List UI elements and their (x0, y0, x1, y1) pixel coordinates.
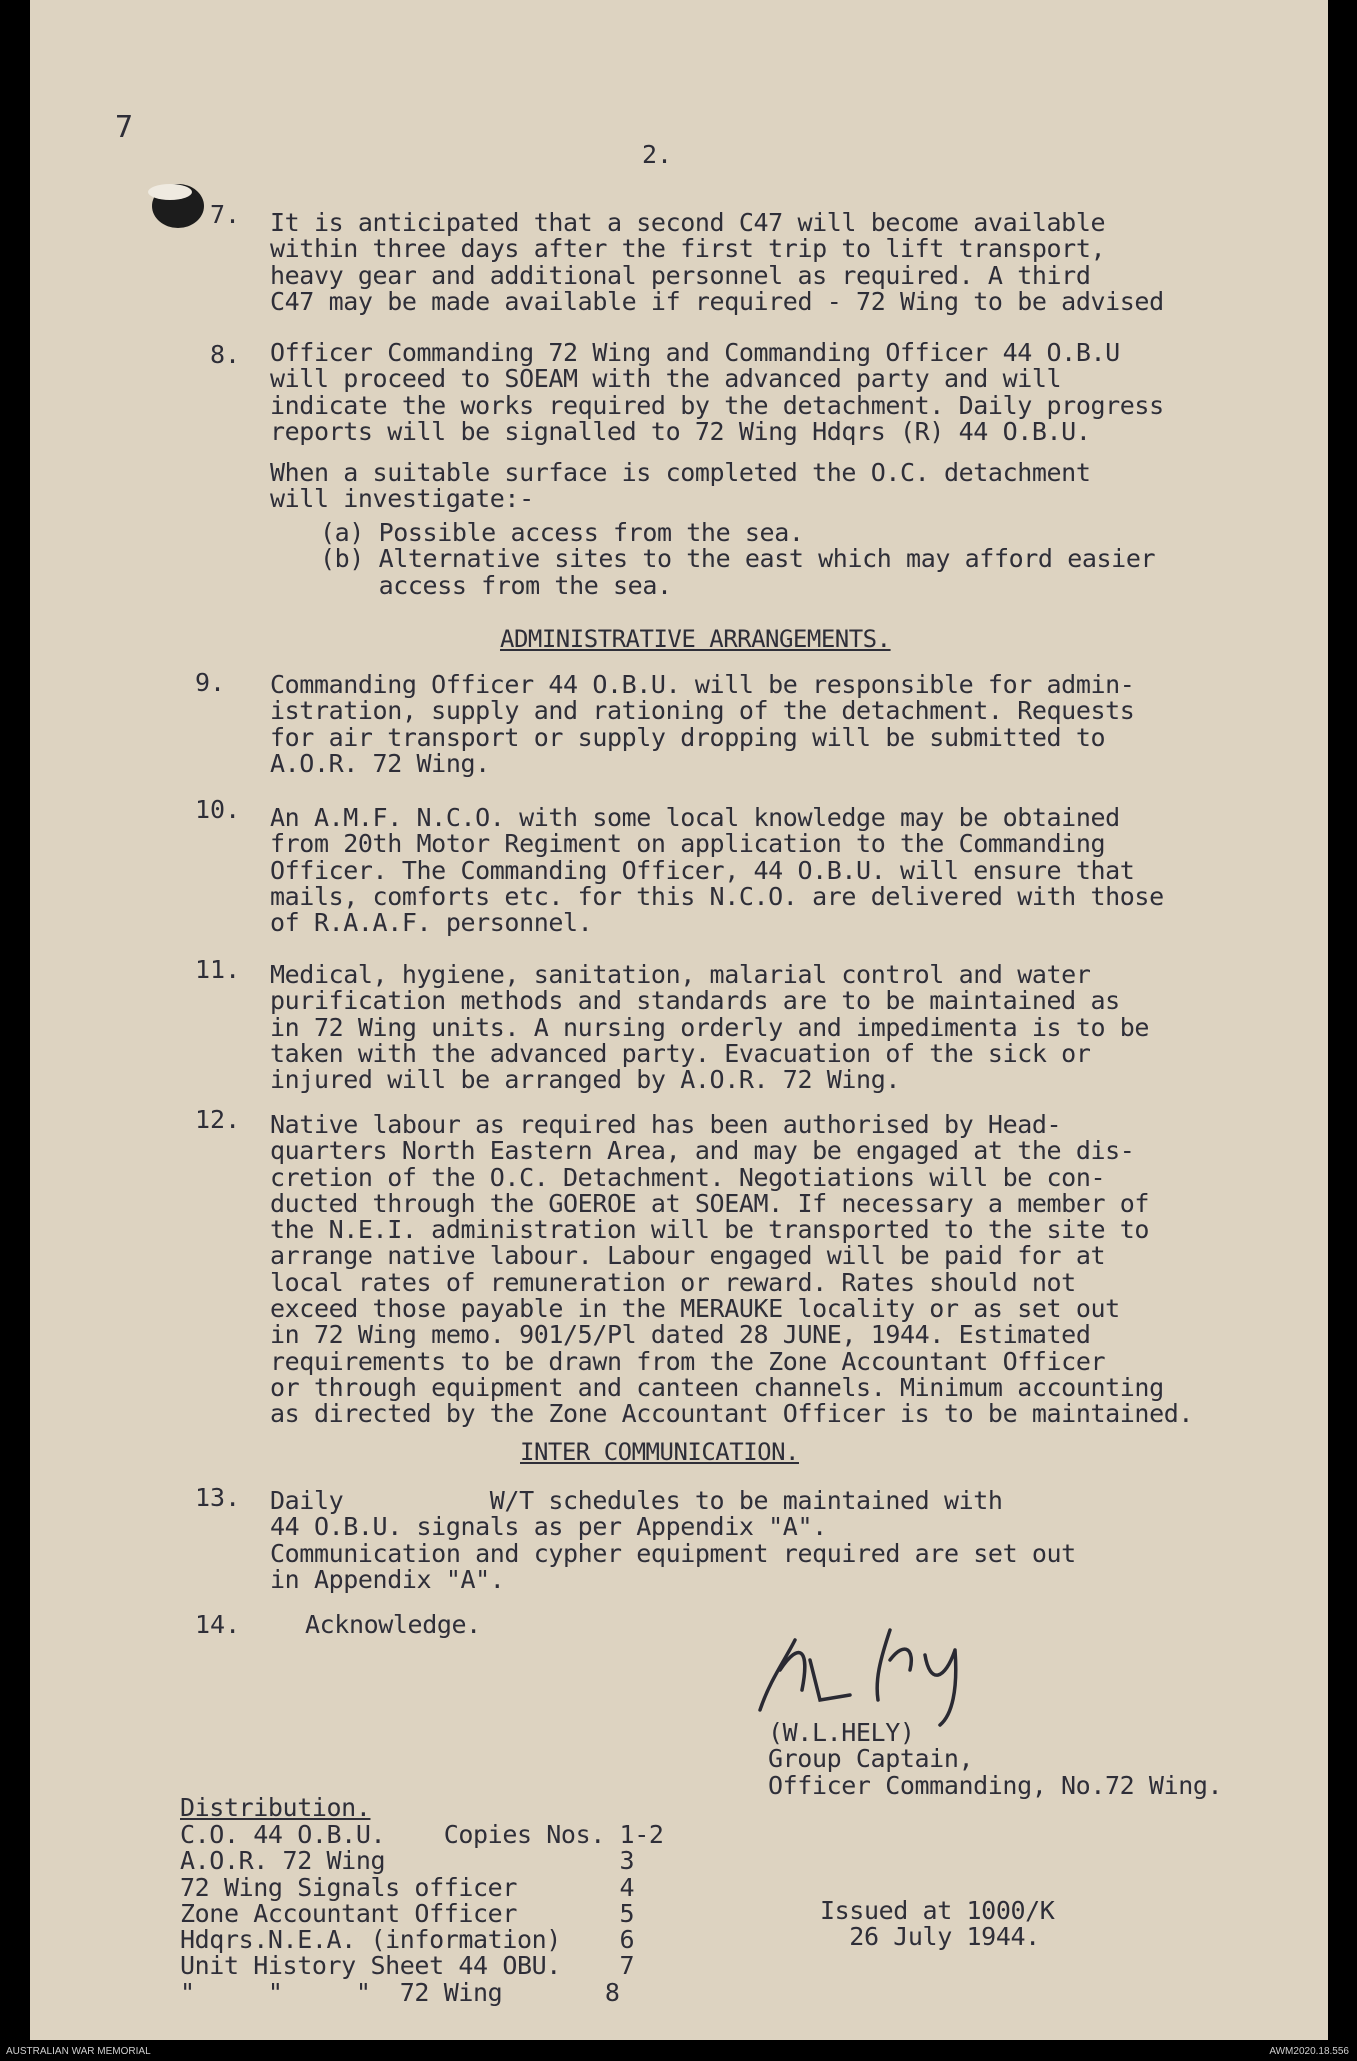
issued-note: Issued at 1000/K 26 July 1944. (820, 1896, 1055, 1952)
handwritten-signature (740, 1600, 1040, 1730)
para-8-number: 8. (210, 340, 241, 369)
para-14-number: 14. (195, 1610, 241, 1639)
para-13-text: Daily W/T schedules to be maintained with 44 O.B.U. signals as per Appendix "A". Communication and cypher equipment required are set out in Appendix "A". (270, 1486, 1076, 1594)
para-10-text: An A.M.F. N.C.O. with some local knowledge may be obtained from 20th Motor Regiment on application to the Commanding Officer. The Commanding Officer, 44 O.B.U. will ensure that mails, comforts etc. for this N.C.O. are delivered with those of R.A.A.F. personnel. (270, 803, 1164, 938)
distribution-list: C.O. 44 O.B.U. Copies Nos. 1-2 A.O.R. 72 Wing 3 72 Wing Signals officer 4 Zone Accountant Officer 5 Hdqrs.N.E.A. (information) 6 Unit History Sheet 44 OBU. 7 " " " 72 Wing 8 (180, 1820, 664, 2007)
document-page (30, 0, 1328, 2040)
page-number: 2. (642, 140, 673, 169)
para-13-number: 13. (195, 1483, 241, 1512)
torn-hole-mark (140, 170, 210, 240)
para-8-investigate: When a suitable surface is completed the O.C. detachment will investigate:- (270, 458, 1091, 514)
para-7-text: It is anticipated that a second C47 will become available within three days after the first trip to lift transport, heavy gear and additional personnel as required. A third C47 may be made available if required - 72 Wing to be advised (270, 208, 1164, 316)
footer-right: AWM2020.18.556 (1269, 2046, 1349, 2057)
para-14-text: Acknowledge. (305, 1610, 481, 1639)
para-9-text: Commanding Officer 44 O.B.U. will be responsible for admin- istration, supply and rationing of the detachment. Requests for air transport or supply dropping will be submitted to A.O.R. 72 Wing. (270, 670, 1135, 778)
heading-administrative: ADMINISTRATIVE ARRANGEMENTS. (500, 625, 891, 653)
para-10-number: 10. (195, 795, 241, 824)
para-8-text: Officer Commanding 72 Wing and Commanding Officer 44 O.B.U will proceed to SOEAM with the advanced party and will indicate the works required by the detachment. Daily progress reports will be signalled to 72 Wing Hdqrs (R) 44 O.B.U. (270, 338, 1164, 446)
para-11-text: Medical, hygiene, sanitation, malarial control and water purification methods and standards are to be maintained as in 72 Wing units. A nursing orderly and impedimenta is to be taken with the advanced party. Evacuation of the sick or injured will be arranged by A.O.R. 72 Wing. (270, 960, 1150, 1095)
para-8-items: (a) Possible access from the sea. (b) Alternative sites to the east which may afford easier access from the sea. (320, 518, 1156, 600)
signature-block: (W.L.HELY) Group Captain, Officer Commanding, No.72 Wing. (768, 1718, 1223, 1800)
para-11-number: 11. (195, 955, 241, 984)
corner-mark: 7 (115, 110, 134, 145)
para-12-text: Native labour as required has been authorised by Head- quarters North Eastern Area, and may be engaged at the dis- cretion of the O.C. Detachment. Negotiations will be con- ducted through the GOEROE at SOEAM. If necessary a member of the N.E.I. administration will be transported to the site to arrange native labour. Labour engaged will be paid for at local rates of remuneration or reward. Rates should not exceed those payable in the MERAUKE locality or as set out in 72 Wing memo. 901/5/Pl dated 28 JUNE, 1944. Estimated requirements to be drawn from the Zone Accountant Officer or through equipment and canteen channels. Minimum accounting as directed by the Zone Accountant Officer is to be maintained. (270, 1110, 1194, 1429)
footer-left: AUSTRALIAN WAR MEMORIAL (6, 2046, 151, 2057)
para-7-number: 7. (210, 200, 241, 229)
distribution-heading: Distribution. (180, 1793, 371, 1822)
para-9-number: 9. (195, 668, 226, 697)
heading-inter-communication: INTER COMMUNICATION. (520, 1438, 799, 1466)
para-12-number: 12. (195, 1105, 241, 1134)
